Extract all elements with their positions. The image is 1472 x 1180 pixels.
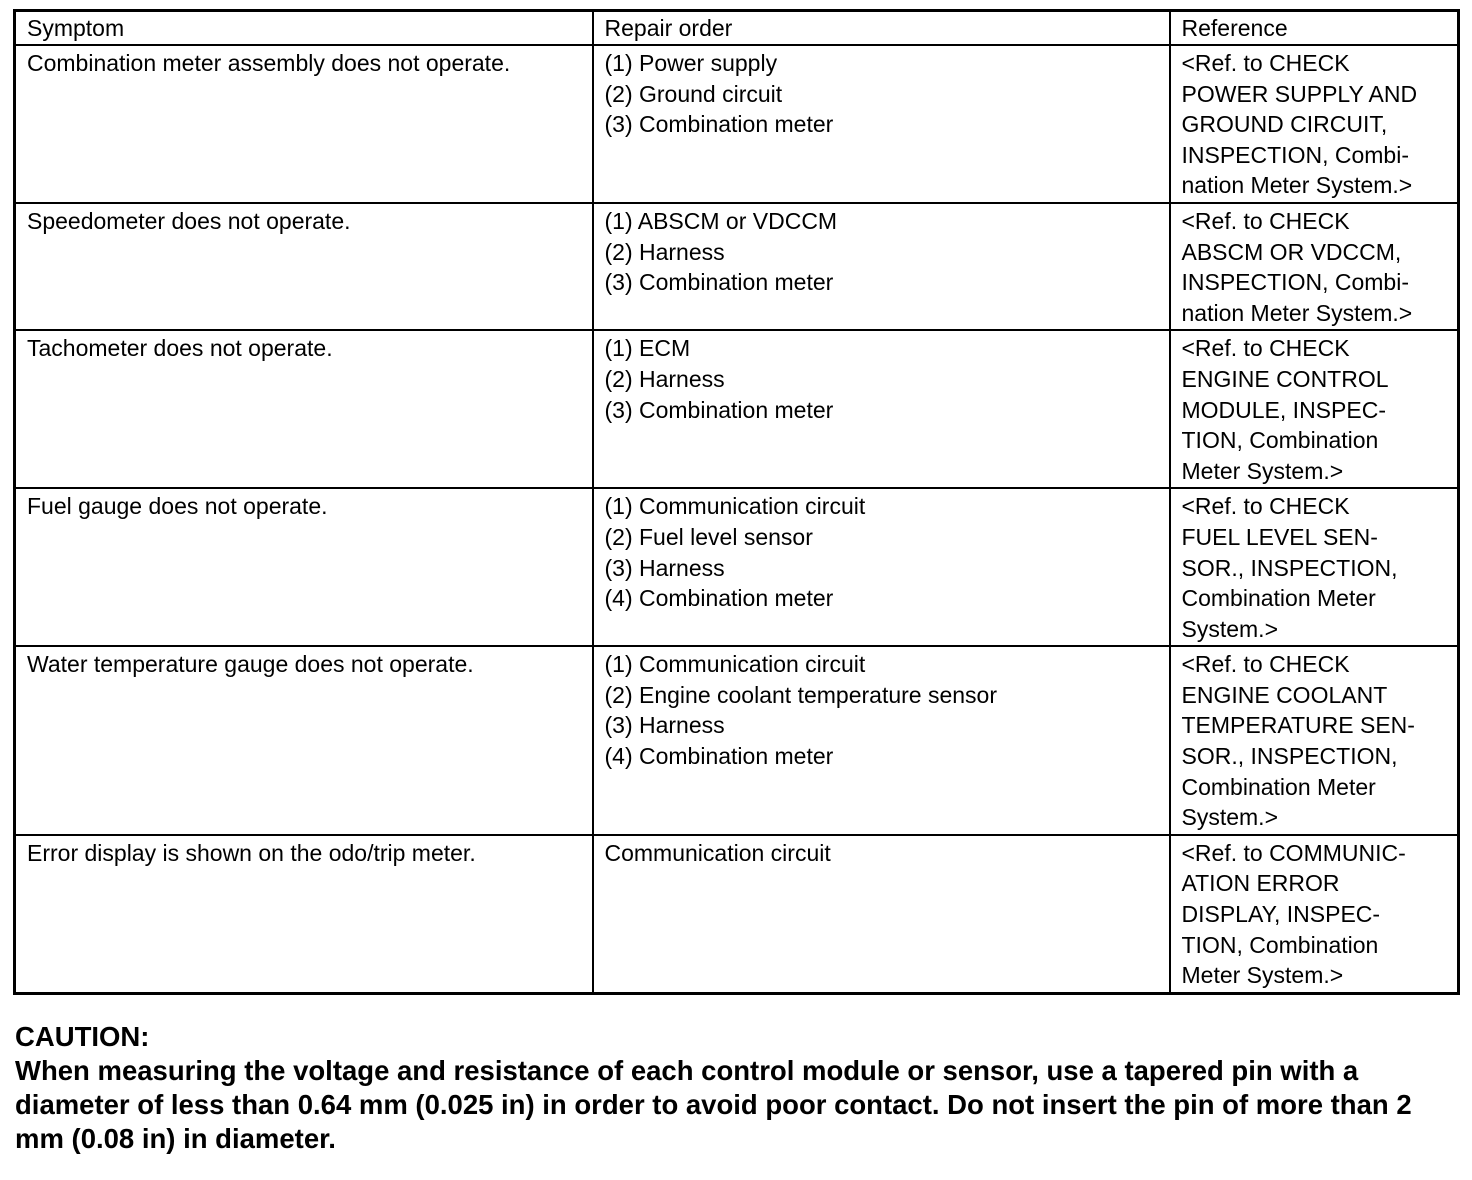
- symptom-cell: Error display is shown on the odo/trip meter.: [15, 835, 593, 993]
- table-row: [15, 488, 1459, 646]
- reference-cell: <Ref. to CHECK ENGINE CONTROL MODULE, INSPEC- TION, Combination Meter System.>: [1170, 330, 1459, 488]
- header-reference: Reference: [1170, 11, 1459, 46]
- repair-order-cell: (1) Power supply (2) Ground circuit (3) Combination meter: [593, 45, 1170, 203]
- header-symptom: Symptom: [15, 11, 593, 46]
- reference-cell: <Ref. to CHECK FUEL LEVEL SEN- SOR., INSPECTION, Combination Meter System.>: [1170, 488, 1459, 646]
- symptom-cell: Water temperature gauge does not operate.: [15, 646, 593, 835]
- table-row: [15, 835, 1459, 993]
- table-row: [15, 330, 1459, 488]
- caution-block: [15, 1020, 1460, 1156]
- repair-order-cell: (1) Communication circuit (2) Engine coolant temperature sensor (3) Harness (4) Combination meter: [593, 646, 1170, 835]
- table-row: [15, 45, 1459, 203]
- caution-title: CAUTION:: [15, 1021, 150, 1052]
- symptom-table: [13, 9, 1460, 995]
- symptom-cell: Fuel gauge does not operate.: [15, 488, 593, 646]
- repair-order-cell: (1) ECM (2) Harness (3) Combination meter: [593, 330, 1170, 488]
- reference-cell: <Ref. to CHECK POWER SUPPLY AND GROUND CIRCUIT, INSPECTION, Combi- nation Meter System.>: [1170, 45, 1459, 203]
- caution-text: When measuring the voltage and resistance of each control module or sensor, use a tapered pin with a diameter of less than 0.64 mm (0.025 in) in order to avoid poor contact. Do not insert the pin of more than 2 mm (0.08 in) in diameter.: [15, 1055, 1412, 1154]
- symptom-cell: Combination meter assembly does not operate.: [15, 45, 593, 203]
- repair-order-cell: (1) ABSCM or VDCCM (2) Harness (3) Combination meter: [593, 203, 1170, 330]
- reference-cell: <Ref. to COMMUNIC- ATION ERROR DISPLAY, INSPEC- TION, Combination Meter System.>: [1170, 835, 1459, 993]
- header-repair-order: Repair order: [593, 11, 1170, 46]
- symptom-cell: Tachometer does not operate.: [15, 330, 593, 488]
- repair-order-cell: Communication circuit: [593, 835, 1170, 993]
- reference-cell: <Ref. to CHECK ENGINE COOLANT TEMPERATURE SEN- SOR., INSPECTION, Combination Meter System.>: [1170, 646, 1459, 835]
- table-row: [15, 646, 1459, 835]
- reference-cell: <Ref. to CHECK ABSCM OR VDCCM, INSPECTION, Combi- nation Meter System.>: [1170, 203, 1459, 330]
- repair-order-cell: (1) Communication circuit (2) Fuel level sensor (3) Harness (4) Combination meter: [593, 488, 1170, 646]
- table-row: [15, 203, 1459, 330]
- symptom-cell: Speedometer does not operate.: [15, 203, 593, 330]
- table-header-row: [15, 11, 1459, 46]
